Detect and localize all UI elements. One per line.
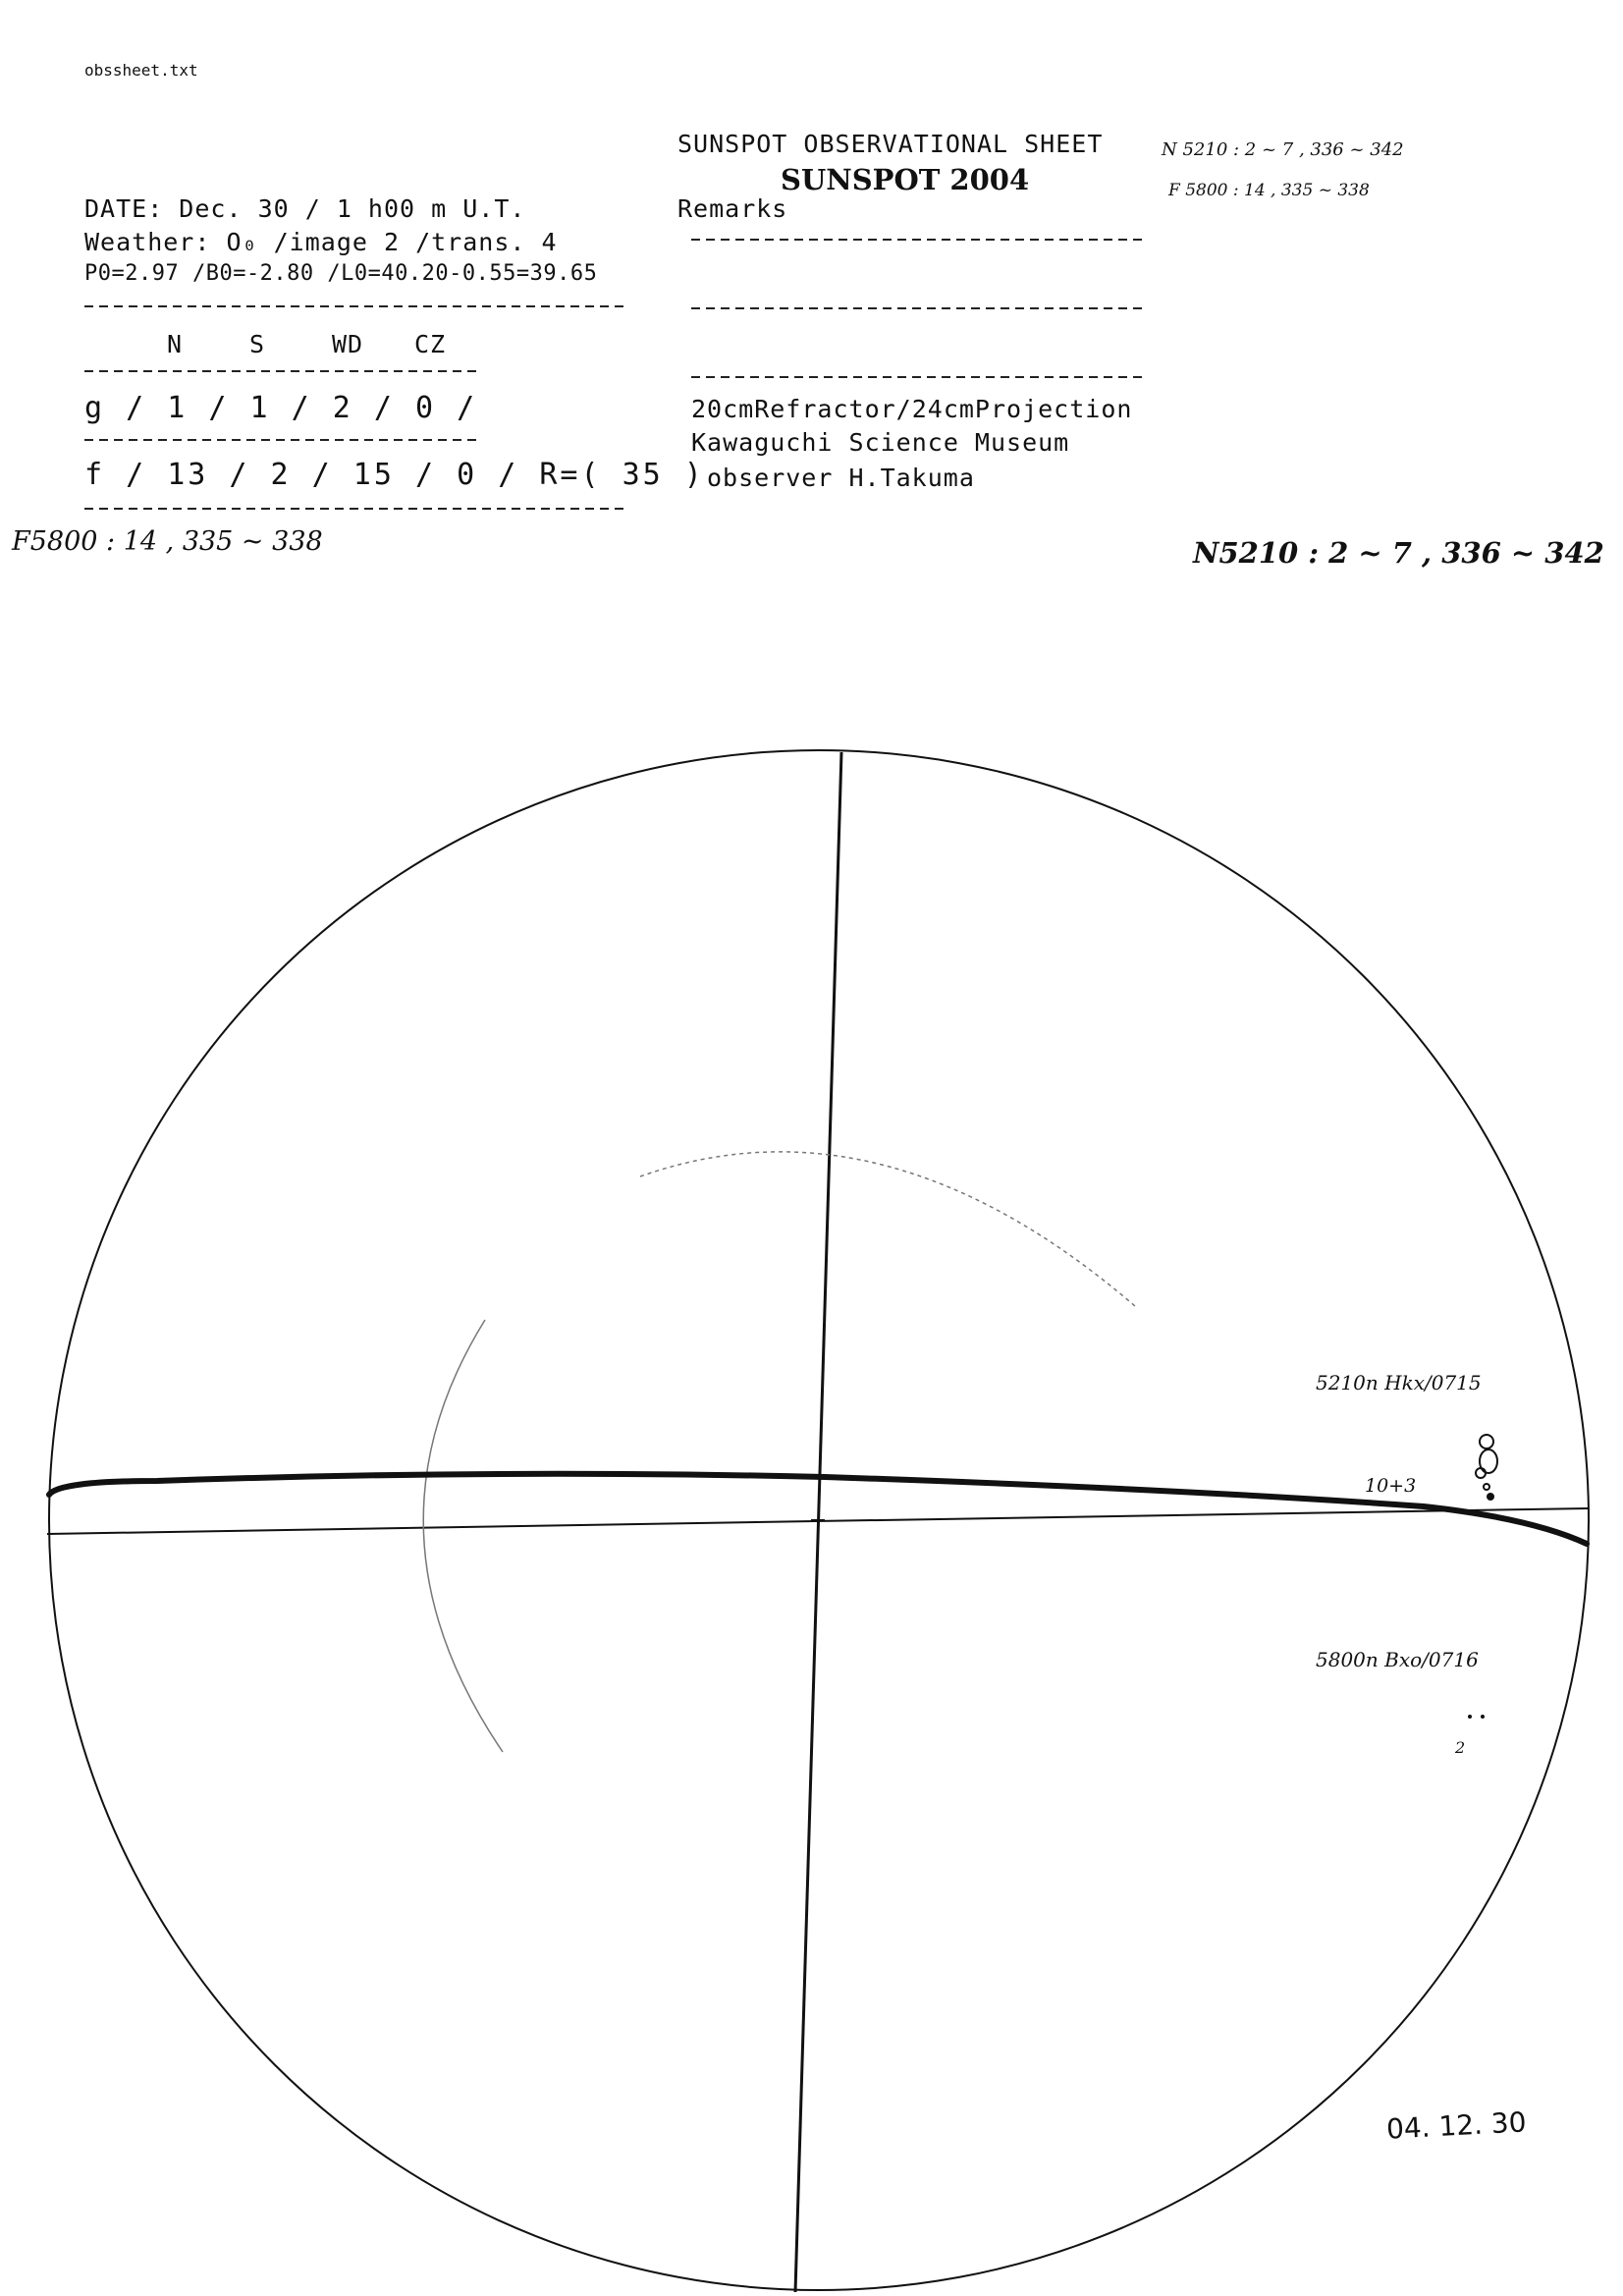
spot-5210-d bbox=[1484, 1484, 1489, 1490]
sunspot-group-5800 bbox=[1468, 1715, 1485, 1719]
equipment-line-1: 20cmRefractor/24cmProjection bbox=[691, 395, 1133, 423]
spot-5210-b bbox=[1480, 1449, 1497, 1473]
spot-5210-a bbox=[1480, 1435, 1493, 1449]
spot-5210-c bbox=[1476, 1468, 1486, 1478]
pencil-arc-left bbox=[423, 1320, 503, 1752]
group-5210-label: 5210n Hkx/0715 bbox=[1316, 1371, 1482, 1394]
spot-5800-a bbox=[1468, 1715, 1472, 1719]
file-name: obssheet.txt bbox=[84, 61, 198, 80]
weather-line: Weather: O₀ /image 2 /trans. 4 bbox=[84, 228, 558, 256]
pencil-arc-top bbox=[640, 1152, 1135, 1306]
equipment-line-2: Kawaguchi Science Museum bbox=[691, 428, 1070, 457]
spot-5800-b bbox=[1481, 1715, 1485, 1719]
sheet-title: SUNSPOT OBSERVATIONAL SHEET bbox=[677, 130, 1104, 158]
g-row: g / 1 / 1 / 2 / 0 / bbox=[84, 391, 478, 425]
left-note: F5800 : 14 , 335 ~ 338 bbox=[12, 526, 323, 557]
group-5800-count: 2 bbox=[1455, 1738, 1466, 1757]
top-right-note-1: N 5210 : 2 ~ 7 , 336 ~ 342 bbox=[1162, 139, 1404, 160]
date-stamp: 04. 12. 30 bbox=[1385, 2105, 1528, 2146]
group-5800-label: 5800n Bxo/0716 bbox=[1316, 1648, 1479, 1671]
params-line: P0=2.97 /B0=-2.80 /L0=40.20-0.55=39.65 bbox=[84, 261, 598, 286]
f-row: f / 13 / 2 / 15 / 0 / R=( 35 ) bbox=[84, 458, 705, 492]
col-n-label: N bbox=[167, 330, 184, 358]
group-5210-count: 10+3 bbox=[1365, 1475, 1417, 1497]
date-line: DATE: Dec. 30 / 1 h00 m U.T. bbox=[84, 194, 526, 223]
remarks-label: Remarks bbox=[677, 194, 788, 223]
sheet-subtitle: SUNSPOT 2004 bbox=[781, 163, 1030, 196]
right-note: N5210 : 2 ~ 7 , 336 ~ 342 bbox=[1193, 536, 1604, 570]
sunspot-group-5210 bbox=[1476, 1435, 1497, 1500]
top-right-note-2: F 5800 : 14 , 335 ~ 338 bbox=[1168, 181, 1370, 200]
col-wd-label: WD bbox=[332, 330, 364, 358]
dashed-rules bbox=[84, 240, 1145, 509]
spot-5210-e bbox=[1488, 1494, 1493, 1500]
observer-line: observer H.Takuma bbox=[707, 464, 975, 492]
col-cz-label: CZ bbox=[414, 330, 447, 358]
col-s-label: S bbox=[249, 330, 266, 358]
